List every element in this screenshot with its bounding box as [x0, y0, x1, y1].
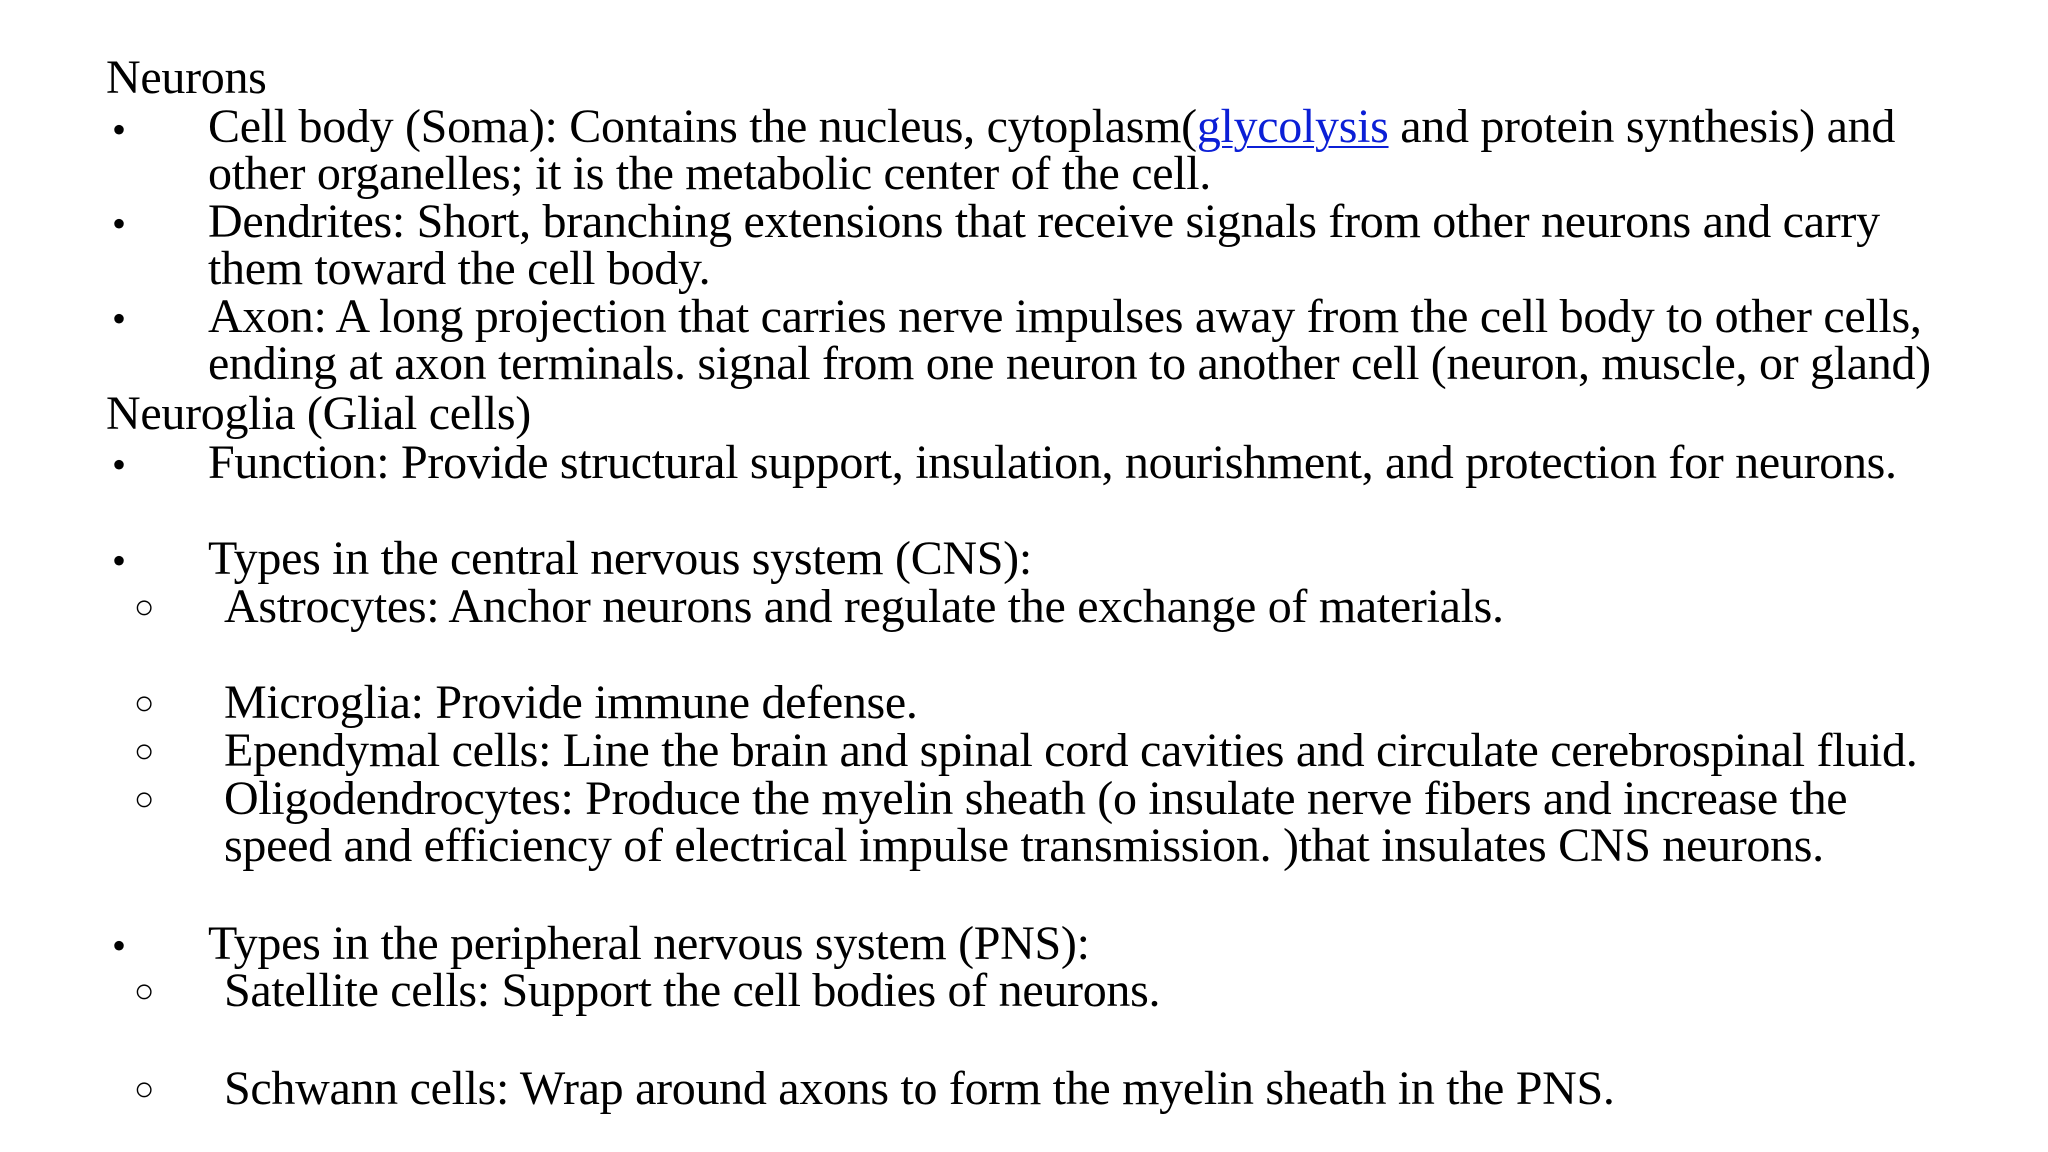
list-item-ependymal: Ependymal cells: Line the brain and spinal cord cavities and circulate cerebrospinal fluid. — [224, 724, 1918, 777]
list-item-schwann: Schwann cells: Wrap around axons to form the myelin sheath in the PNS. — [224, 1062, 1615, 1115]
list-item-dendrites: Dendrites: Short, branching extensions that receive signals from other neurons and carry — [208, 195, 1880, 248]
bullet: • — [112, 296, 127, 341]
list-item-cell-body — [208, 100, 1896, 153]
heading-neuroglia: Neuroglia (Glial cells) — [106, 387, 531, 440]
list-item-axon: Axon: A long projection that carries nerve impulses away from the cell body to other cells, — [208, 290, 1922, 343]
axon-line-2: ending at axon terminals. signal from one neuron to another cell (neuron, muscle, or gland) — [208, 337, 1931, 390]
heading-neurons: Neurons — [106, 51, 267, 104]
list-item-oligodendrocytes: Oligodendrocytes: Produce the myelin sheath (o insulate nerve fibers and increase the — [224, 772, 1848, 825]
cell-body-line-2: other organelles; it is the metabolic center of the cell. — [208, 147, 1211, 200]
list-item-satellite: Satellite cells: Support the cell bodies of neurons. — [224, 964, 1161, 1017]
bullet: • — [112, 923, 127, 968]
list-item-microglia: Microglia: Provide immune defense. — [224, 676, 918, 729]
bullet: • — [112, 107, 127, 152]
cell-body-text-continued: and protein synthesis) and — [1388, 100, 1896, 153]
dendrites-line-2: them toward the cell body. — [208, 242, 711, 295]
list-item-astrocytes: Astrocytes: Anchor neurons and regulate the exchange of materials. — [224, 580, 1504, 633]
bullet: • — [112, 442, 127, 487]
bullet: • — [112, 538, 127, 583]
pns-heading: Types in the peripheral nervous system (PNS): — [208, 917, 1090, 970]
cell-body-text: Cell body (Soma): Contains the nucleus, cytoplasm( — [208, 100, 1197, 153]
oligodendrocytes-line-2: speed and efficiency of electrical impulse transmission. )that insulates CNS neurons. — [224, 819, 1824, 872]
sub-bullet: ○ — [134, 1071, 155, 1108]
sub-bullet: ○ — [134, 733, 155, 770]
bullet: • — [112, 201, 127, 246]
sub-bullet: ○ — [134, 781, 155, 818]
sub-bullet: ○ — [134, 973, 155, 1010]
glycolysis-link[interactable]: glycolysis — [1196, 100, 1389, 153]
cns-heading: Types in the central nervous system (CNS): — [208, 532, 1032, 585]
sub-bullet: ○ — [134, 589, 155, 626]
sub-bullet: ○ — [134, 685, 155, 722]
list-item-function: Function: Provide structural support, insulation, nourishment, and protection for neurons. — [208, 436, 1897, 489]
